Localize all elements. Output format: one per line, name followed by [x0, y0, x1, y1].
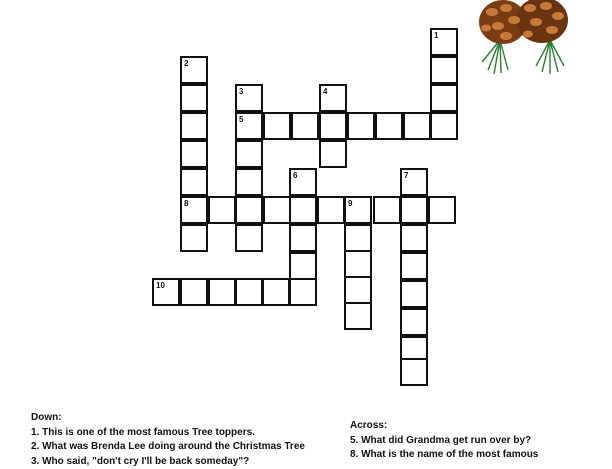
crossword-cell[interactable]: [344, 224, 372, 252]
crossword-cell[interactable]: [152, 278, 180, 306]
crossword-cell[interactable]: [235, 112, 263, 140]
down-clue: 1. This is one of the most famous Tree toppers.: [31, 426, 305, 441]
crossword-cell[interactable]: [400, 196, 428, 224]
crossword-cell[interactable]: [430, 56, 458, 84]
down-clues: [31, 411, 305, 469]
clue-number: 3: [239, 87, 243, 96]
crossword-cell[interactable]: [235, 168, 263, 196]
crossword-cell[interactable]: [400, 280, 428, 308]
crossword-cell[interactable]: [263, 112, 291, 140]
crossword-cell[interactable]: [263, 196, 291, 224]
down-clue: 2. What was Brenda Lee doing around the Christmas Tree: [31, 440, 305, 455]
crossword-cell[interactable]: [344, 250, 372, 278]
clue-number: 4: [323, 87, 327, 96]
crossword-cell[interactable]: [208, 278, 236, 306]
crossword-cell[interactable]: [430, 112, 458, 140]
across-clue: 5. What did Grandma get run over by?: [350, 434, 538, 449]
clue-number: 8: [184, 199, 188, 208]
crossword-cell[interactable]: [289, 278, 317, 306]
clue-number: 2: [184, 59, 188, 68]
across-heading: Across:: [350, 419, 538, 434]
crossword-cell[interactable]: [430, 84, 458, 112]
clue-number: 7: [404, 171, 408, 180]
crossword-cell[interactable]: [180, 224, 208, 252]
crossword-cell[interactable]: [289, 224, 317, 252]
crossword-cell[interactable]: [289, 168, 317, 196]
crossword-cell[interactable]: [208, 196, 236, 224]
crossword-cell[interactable]: [317, 196, 345, 224]
crossword-cell[interactable]: [180, 56, 208, 84]
crossword-cell[interactable]: [373, 196, 401, 224]
crossword-cell[interactable]: [400, 252, 428, 280]
clue-number: 10: [156, 281, 165, 290]
crossword-cell[interactable]: [262, 278, 290, 306]
crossword-cell[interactable]: [235, 224, 263, 252]
crossword-cell[interactable]: [375, 112, 403, 140]
crossword-cell[interactable]: [180, 196, 208, 224]
crossword-cell[interactable]: [235, 196, 263, 224]
crossword-cell[interactable]: [319, 112, 347, 140]
crossword-cell[interactable]: [430, 28, 458, 56]
crossword-cell[interactable]: [400, 308, 428, 336]
crossword-cell[interactable]: [319, 140, 347, 168]
crossword-cell[interactable]: [344, 196, 372, 224]
crossword-cell[interactable]: [400, 224, 428, 252]
down-heading: Down:: [31, 411, 305, 426]
crossword-cell[interactable]: [235, 140, 263, 168]
crossword-cell[interactable]: [428, 196, 456, 224]
crossword-cell[interactable]: [344, 276, 372, 304]
crossword-cell[interactable]: [344, 302, 372, 330]
crossword-cell[interactable]: [289, 252, 317, 280]
clue-number: 9: [348, 199, 352, 208]
across-clue: 8. What is the name of the most famous: [350, 448, 538, 463]
crossword-cell[interactable]: [235, 278, 263, 306]
crossword-cell[interactable]: [235, 84, 263, 112]
crossword-cell[interactable]: [400, 168, 428, 196]
down-clue: 3. Who said, "don't cry I'll be back someday"?: [31, 455, 305, 469]
crossword-cell[interactable]: [180, 140, 208, 168]
clue-number: 5: [239, 115, 243, 124]
crossword-cell[interactable]: [180, 278, 208, 306]
crossword-cell[interactable]: [180, 112, 208, 140]
crossword-cell[interactable]: [180, 84, 208, 112]
clue-number: 6: [293, 171, 297, 180]
crossword-cell[interactable]: [400, 358, 428, 386]
across-clues: [350, 419, 538, 463]
crossword-cell[interactable]: [347, 112, 375, 140]
crossword-cell[interactable]: [291, 112, 319, 140]
crossword-cell[interactable]: [180, 168, 208, 196]
crossword-cell[interactable]: [403, 112, 431, 140]
crossword-cell[interactable]: [289, 196, 317, 224]
clue-number: 1: [434, 31, 438, 40]
crossword-cell[interactable]: [319, 84, 347, 112]
